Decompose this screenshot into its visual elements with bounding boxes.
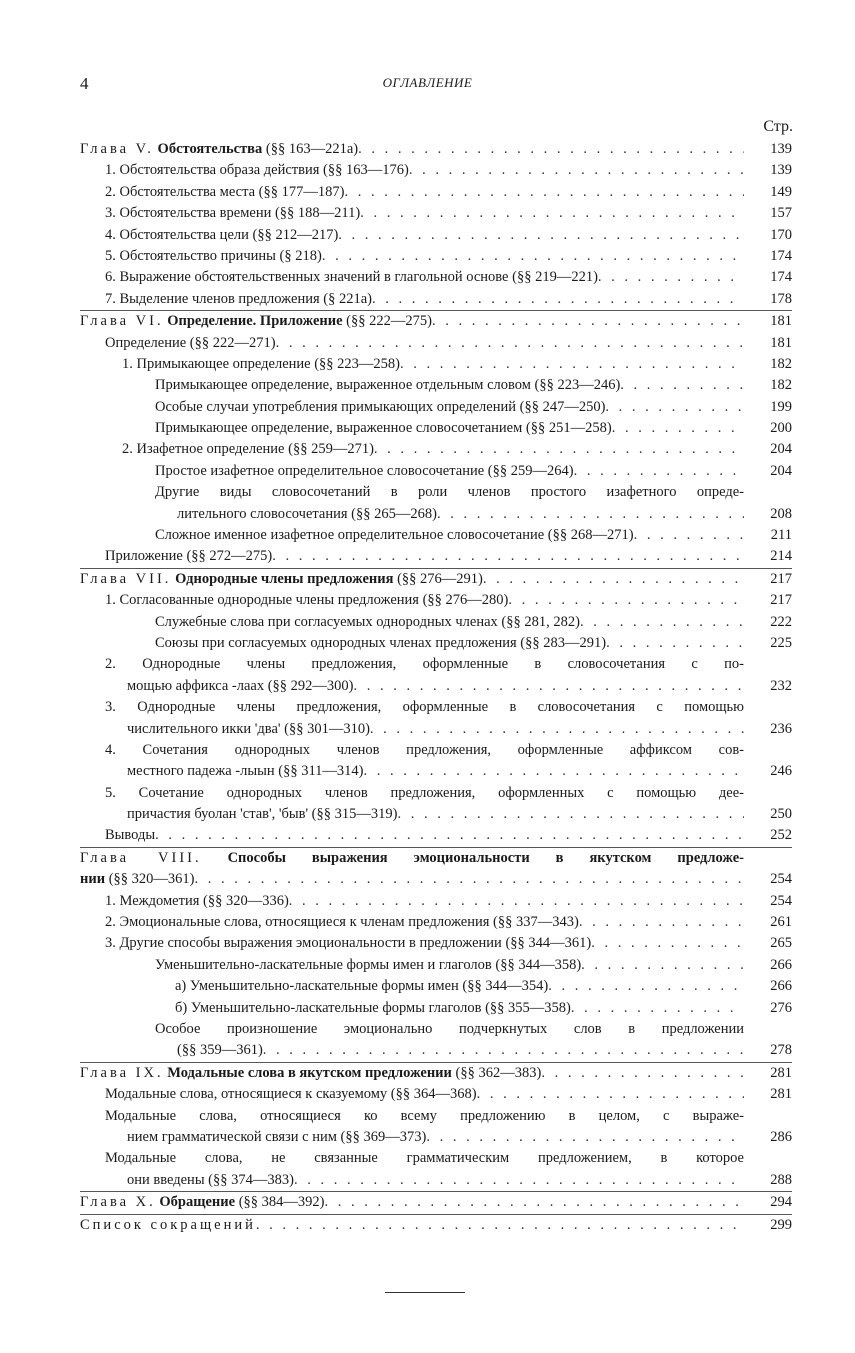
chapter-sections: (§§ 276—291) xyxy=(397,570,483,587)
entry-heading xyxy=(105,289,372,310)
chapter-title-lead: Способы выражения эмоциональности в якутском предложе- xyxy=(227,849,745,866)
chapter-label: Список сокращений xyxy=(80,1216,256,1233)
toc-line xyxy=(80,333,792,354)
chapter-label: Глава VII. xyxy=(80,570,172,587)
chapter-sections: (§§ 384—392) xyxy=(238,1194,325,1211)
entry-title: б) Уменьшительно-ласкательные формы глаголов (§§ 355—358) xyxy=(175,999,571,1016)
dot-leader xyxy=(409,160,744,181)
dot-leader xyxy=(256,1215,744,1236)
toc-entry-lead xyxy=(80,697,792,718)
page-ref: 217 xyxy=(770,570,792,587)
toc-entry xyxy=(80,267,792,288)
toc-entry xyxy=(80,225,792,246)
chapter-title: нии xyxy=(80,871,106,888)
chapter-heading xyxy=(80,1063,541,1084)
entry-title: Простое изафетное определительное словосочетание (§§ 259—264) xyxy=(155,462,574,479)
dot-leader xyxy=(548,976,744,997)
page-ref: 281 xyxy=(770,1064,792,1081)
entry-heading xyxy=(155,525,634,546)
toc-entry xyxy=(80,203,792,224)
toc-line xyxy=(80,439,792,460)
toc-line xyxy=(80,504,792,525)
page-ref: 139 xyxy=(770,162,792,179)
chapter-title: Определение. Приложение xyxy=(167,313,343,330)
entry-heading xyxy=(155,418,612,439)
page-ref: 236 xyxy=(770,720,792,737)
page-ref: 174 xyxy=(770,269,792,286)
page-ref: 157 xyxy=(770,205,792,222)
toc-entry xyxy=(80,976,792,997)
toc-line xyxy=(80,525,792,546)
entry-heading xyxy=(175,976,548,997)
toc-entry xyxy=(80,1019,792,1062)
chapter-heading xyxy=(80,1215,256,1236)
page-ref: 182 xyxy=(770,355,792,372)
dot-leader xyxy=(294,1170,744,1191)
toc-line xyxy=(80,933,792,954)
toc-line xyxy=(80,761,792,782)
toc-line xyxy=(80,569,792,590)
dot-leader xyxy=(477,1084,744,1105)
page-ref: 149 xyxy=(770,183,792,200)
entry-title-lead: 4. Сочетания однородных членов предложения, оформленные аффиксом сов- xyxy=(105,741,744,758)
page-ref: 200 xyxy=(770,420,792,437)
toc-line xyxy=(80,311,792,332)
entry-heading xyxy=(127,719,370,740)
entry-title: 2. Изафетное определение (§§ 259—271) xyxy=(122,441,374,458)
entry-title: 5. Обстоятельство причины (§ 218) xyxy=(105,247,322,264)
toc-line xyxy=(80,955,792,976)
page-ref: 199 xyxy=(770,398,792,415)
chapter-title: Однородные члены предложения xyxy=(175,570,394,587)
toc-entry xyxy=(80,1106,792,1149)
page-ref: 266 xyxy=(770,956,792,973)
entry-heading xyxy=(155,397,605,418)
dot-leader xyxy=(370,719,744,740)
chapter-title: Модальные слова в якутском предложении xyxy=(167,1064,452,1081)
dot-leader xyxy=(272,546,744,567)
dot-leader xyxy=(580,612,744,633)
entry-title: 2. Эмоциональные слова, относящиеся к членам предложения (§§ 337—343) xyxy=(105,914,579,931)
toc-line xyxy=(80,139,792,160)
entry-heading xyxy=(155,955,581,976)
page-ref: 265 xyxy=(770,935,792,952)
dot-leader xyxy=(372,289,744,310)
toc-line xyxy=(80,590,792,611)
toc-line xyxy=(80,461,792,482)
toc-line xyxy=(80,397,792,418)
dot-leader xyxy=(195,869,745,890)
toc-entry xyxy=(80,1148,792,1191)
toc-entry xyxy=(80,546,792,567)
entry-heading xyxy=(127,804,397,825)
dot-leader xyxy=(508,590,744,611)
entry-heading xyxy=(105,333,276,354)
toc-entry xyxy=(80,697,792,740)
page-ref: 261 xyxy=(770,914,792,931)
toc-line xyxy=(80,1215,792,1236)
dot-leader xyxy=(579,912,744,933)
toc-entry xyxy=(80,289,792,310)
dot-leader xyxy=(432,311,744,332)
entry-title-lead: 3. Однородные члены предложения, оформленные в словосочетания с помощью xyxy=(105,699,744,716)
entry-title: 7. Выделение членов предложения (§ 221а) xyxy=(105,290,372,307)
page-ref: 181 xyxy=(770,313,792,330)
dot-leader xyxy=(276,333,744,354)
toc-entry-lead xyxy=(80,654,792,675)
toc-entry xyxy=(80,375,792,396)
toc-entry xyxy=(80,912,792,933)
entry-title: лительного словосочетания (§§ 265—268) xyxy=(177,505,437,522)
page-ref: 252 xyxy=(770,827,792,844)
toc-entry-lead xyxy=(80,848,792,869)
chapter-label: Глава IX. xyxy=(80,1064,164,1081)
chapter-heading xyxy=(80,139,358,160)
page-ref: 214 xyxy=(770,548,792,565)
entry-title: Определение (§§ 222—271) xyxy=(105,334,276,351)
entry-title: 4. Обстоятельства цели (§§ 212—217) xyxy=(105,226,339,243)
toc-entry xyxy=(80,246,792,267)
toc-line xyxy=(80,912,792,933)
chapter-label: Глава VIII. xyxy=(80,849,202,866)
dot-leader xyxy=(263,1040,744,1061)
toc-line xyxy=(80,633,792,654)
toc-line xyxy=(80,354,792,375)
toc-line xyxy=(80,1127,792,1148)
entry-heading xyxy=(177,1040,263,1061)
toc-entry xyxy=(80,160,792,181)
entry-heading xyxy=(155,633,606,654)
entry-title-lead: 5. Сочетание однородных членов предложения, оформленных с помощью дее- xyxy=(105,784,744,801)
toc-entry xyxy=(80,612,792,633)
entry-heading xyxy=(105,182,344,203)
entry-title: 2. Обстоятельства места (§§ 177—187) xyxy=(105,183,345,200)
entry-title: (§§ 359—361) xyxy=(177,1042,263,1059)
entry-heading xyxy=(177,504,437,525)
page-ref: 225 xyxy=(770,634,792,651)
entry-title: мощью аффикса -лаах (§§ 292—300) xyxy=(127,677,354,694)
chapter-heading xyxy=(80,1192,325,1213)
entry-heading xyxy=(105,891,289,912)
dot-leader xyxy=(634,525,744,546)
entry-title: а) Уменьшительно-ласкательные формы имен (§§ 344—354) xyxy=(175,978,549,995)
toc-entry xyxy=(80,333,792,354)
toc-entry xyxy=(80,461,792,482)
toc-line xyxy=(80,267,792,288)
entry-title-lead: Особое произношение эмоционально подчеркнутых слов в предложении xyxy=(155,1021,744,1038)
toc-entry-lead xyxy=(80,482,792,503)
toc-entry xyxy=(80,418,792,439)
dot-leader xyxy=(344,182,744,203)
entry-heading xyxy=(127,676,354,697)
entry-heading xyxy=(105,933,591,954)
entry-heading xyxy=(155,461,574,482)
toc-line xyxy=(80,804,792,825)
page-ref: 211 xyxy=(770,527,792,544)
page-ref: 174 xyxy=(770,247,792,264)
toc-line xyxy=(80,976,792,997)
entry-heading xyxy=(122,439,374,460)
dot-leader xyxy=(289,891,744,912)
toc-entry xyxy=(80,590,792,611)
entry-heading xyxy=(127,761,363,782)
dot-leader xyxy=(397,804,744,825)
toc-entry xyxy=(80,633,792,654)
entry-heading xyxy=(155,375,620,396)
entry-heading xyxy=(155,612,580,633)
page-ref: 181 xyxy=(770,334,792,351)
toc-chapter xyxy=(80,568,792,590)
toc-line xyxy=(80,1192,792,1213)
toc-chapter xyxy=(80,310,792,332)
dot-leader xyxy=(360,203,744,224)
toc-entry-lead xyxy=(80,1019,792,1040)
entry-title: Приложение (§§ 272—275) xyxy=(105,548,273,565)
entry-heading xyxy=(175,998,571,1019)
entry-title: 6. Выражение обстоятельственных значений в глагольной основе (§§ 219—221) xyxy=(105,269,598,286)
chapter-title: Обращение xyxy=(159,1194,236,1211)
toc-entry xyxy=(80,654,792,697)
dot-leader xyxy=(591,933,744,954)
entry-heading xyxy=(105,225,338,246)
toc-entry xyxy=(80,354,792,375)
chapter-heading xyxy=(80,569,483,590)
toc-entry-lead xyxy=(80,740,792,761)
chapter-label: Глава VI. xyxy=(80,313,164,330)
entry-title: Союзы при согласуемых однородных членах предложения (§§ 283—291) xyxy=(155,634,607,651)
toc-line xyxy=(80,1040,792,1061)
dot-leader xyxy=(363,761,744,782)
toc-entry xyxy=(80,439,792,460)
entry-heading xyxy=(127,1170,294,1191)
entry-heading xyxy=(105,590,508,611)
toc-line xyxy=(80,676,792,697)
page-ref: 294 xyxy=(770,1194,792,1211)
toc-line xyxy=(80,418,792,439)
entry-title: Сложное именное изафетное определительное словосочетание (§§ 268—271) xyxy=(155,527,634,544)
chapter-sections: (§§ 163—221а) xyxy=(265,140,359,157)
toc-line xyxy=(80,891,792,912)
entry-title-lead: Модальные слова, не связанные грамматическим предложением, в которое xyxy=(105,1150,744,1167)
toc-entry xyxy=(80,933,792,954)
toc-line xyxy=(80,719,792,740)
toc-entry xyxy=(80,891,792,912)
toc-entry xyxy=(80,397,792,418)
running-title: ОГЛАВЛЕНИЕ xyxy=(382,75,473,90)
page-ref: 278 xyxy=(770,1042,792,1059)
entry-title: 1. Междометия (§§ 320—336) xyxy=(105,892,289,909)
entry-title: 1. Обстоятельства образа действия (§§ 163—176) xyxy=(105,162,409,179)
dot-leader xyxy=(358,139,744,160)
toc-line xyxy=(80,289,792,310)
chapter-heading xyxy=(80,311,432,332)
entry-title: 1. Согласованные однородные члены предложения (§§ 276—280) xyxy=(105,592,509,609)
entry-title: Примыкающее определение, выраженное отдельным словом (§§ 223—246) xyxy=(155,377,621,394)
toc-line xyxy=(80,1063,792,1084)
entry-title: числительного икки 'два' (§§ 301—310) xyxy=(127,720,370,737)
page-ref: 139 xyxy=(770,140,792,157)
dot-leader xyxy=(483,569,744,590)
page-number: 4 xyxy=(80,74,89,93)
toc-entry-lead xyxy=(80,1106,792,1127)
footer-rule xyxy=(385,1292,465,1293)
entry-heading xyxy=(105,246,322,267)
dot-leader xyxy=(437,504,744,525)
page-ref: 288 xyxy=(770,1171,792,1188)
page-ref: 281 xyxy=(770,1086,792,1103)
entry-title: причастия буолан 'став', 'быв' (§§ 315—319) xyxy=(127,806,398,823)
entry-heading xyxy=(105,912,579,933)
toc-chapter xyxy=(80,1214,792,1236)
toc-line xyxy=(80,203,792,224)
entry-heading xyxy=(105,1084,477,1105)
chapter-title: Обстоятельства xyxy=(157,140,263,157)
toc-entry xyxy=(80,482,792,525)
entry-title: 1. Примыкающее определение (§§ 223—258) xyxy=(122,355,401,372)
dot-leader xyxy=(325,1192,745,1213)
entry-title: Уменьшительно-ласкательные формы имен и глаголов (§§ 344—358) xyxy=(155,956,582,973)
toc-line xyxy=(80,1084,792,1105)
entry-title: 3. Другие способы выражения эмоциональности в предложении (§§ 344—361) xyxy=(105,935,592,952)
entry-heading xyxy=(122,354,400,375)
page-ref: 232 xyxy=(770,677,792,694)
toc-line xyxy=(80,225,792,246)
toc-entry xyxy=(80,783,792,826)
table-of-contents xyxy=(80,139,792,1236)
chapter-label: Глава V. xyxy=(80,140,154,157)
dot-leader xyxy=(605,397,744,418)
page-ref: 217 xyxy=(770,592,792,609)
entry-title: Выводы xyxy=(105,827,156,844)
page-ref: 299 xyxy=(770,1216,792,1233)
page-ref: 276 xyxy=(770,999,792,1016)
entry-heading xyxy=(105,267,598,288)
page-ref: 204 xyxy=(770,462,792,479)
dot-leader xyxy=(620,375,744,396)
entry-heading xyxy=(105,160,409,181)
page-ref: 246 xyxy=(770,763,792,780)
entry-title: Служебные слова при согласуемых однородных членах (§§ 281, 282) xyxy=(155,613,580,630)
toc-entry-lead xyxy=(80,783,792,804)
toc-entry xyxy=(80,998,792,1019)
toc-line xyxy=(80,182,792,203)
entry-title: местного падежа -лыын (§§ 311—314) xyxy=(127,763,364,780)
entry-title: Примыкающее определение, выраженное словосочетанием (§§ 251—258) xyxy=(155,420,612,437)
page-ref: 254 xyxy=(770,871,792,888)
toc-chapter xyxy=(80,139,792,160)
dot-leader xyxy=(574,461,744,482)
entry-title: Модальные слова, относящиеся к сказуемому (§§ 364—368) xyxy=(105,1086,477,1103)
entry-heading xyxy=(105,203,360,224)
toc-chapter xyxy=(80,1191,792,1213)
entry-heading xyxy=(105,546,272,567)
dot-leader xyxy=(571,998,744,1019)
toc-chapter xyxy=(80,847,792,891)
page-ref: 178 xyxy=(770,290,792,307)
toc-entry-lead xyxy=(80,1148,792,1169)
page-ref: 170 xyxy=(770,226,792,243)
dot-leader xyxy=(374,439,744,460)
page-ref: 254 xyxy=(770,892,792,909)
dot-leader xyxy=(606,633,744,654)
toc-entry xyxy=(80,1084,792,1105)
entry-heading xyxy=(127,1127,426,1148)
chapter-heading xyxy=(80,869,195,890)
entry-title: Особые случаи употребления примыкающих определений (§§ 247—250) xyxy=(155,398,606,415)
entry-title-lead: 2. Однородные члены предложения, оформленные в словосочетания с по- xyxy=(105,656,744,673)
entry-title: нием грамматической связи с ним (§§ 369—373) xyxy=(127,1128,427,1145)
toc-line xyxy=(80,375,792,396)
toc-line xyxy=(80,1170,792,1191)
toc-line xyxy=(80,826,792,847)
dot-leader xyxy=(541,1063,744,1084)
page-ref: 222 xyxy=(770,613,792,630)
toc-line xyxy=(80,246,792,267)
dot-leader xyxy=(322,246,744,267)
dot-leader xyxy=(400,354,744,375)
dot-leader xyxy=(612,418,744,439)
entry-heading xyxy=(105,825,155,846)
toc-line xyxy=(80,998,792,1019)
toc-line xyxy=(80,612,792,633)
dot-leader xyxy=(354,676,744,697)
toc-entry xyxy=(80,826,792,847)
entry-title-lead: Модальные слова, относящиеся ко всему предложению в целом, с выраже- xyxy=(105,1107,744,1124)
chapter-label: Глава X. xyxy=(80,1194,156,1211)
entry-title: они введены (§§ 374—383) xyxy=(127,1171,294,1188)
dot-leader xyxy=(155,825,744,846)
page-ref: 266 xyxy=(770,978,792,995)
page-ref: 286 xyxy=(770,1128,792,1145)
entry-title-lead: Другие виды словосочетаний в роли членов простого изафетного опреде- xyxy=(155,484,744,501)
page-ref: 250 xyxy=(770,806,792,823)
page-ref: 208 xyxy=(770,505,792,522)
page-ref: 204 xyxy=(770,441,792,458)
toc-line xyxy=(80,160,792,181)
dot-leader xyxy=(598,267,744,288)
toc-entry xyxy=(80,955,792,976)
toc-chapter xyxy=(80,1062,792,1084)
dot-leader xyxy=(338,225,744,246)
chapter-sections: (§§ 362—383) xyxy=(455,1064,542,1081)
chapter-sections: (§§ 320—361) xyxy=(108,871,195,888)
dot-leader xyxy=(426,1127,744,1148)
page-column-header: Стр. xyxy=(763,118,793,135)
toc-entry xyxy=(80,182,792,203)
toc-line xyxy=(80,546,792,567)
toc-entry xyxy=(80,525,792,546)
page-ref: 182 xyxy=(770,377,792,394)
toc-line xyxy=(80,869,792,890)
chapter-sections: (§§ 222—275) xyxy=(346,313,432,330)
toc-entry xyxy=(80,740,792,783)
dot-leader xyxy=(581,955,744,976)
entry-title: 3. Обстоятельства времени (§§ 188—211) xyxy=(105,205,361,222)
